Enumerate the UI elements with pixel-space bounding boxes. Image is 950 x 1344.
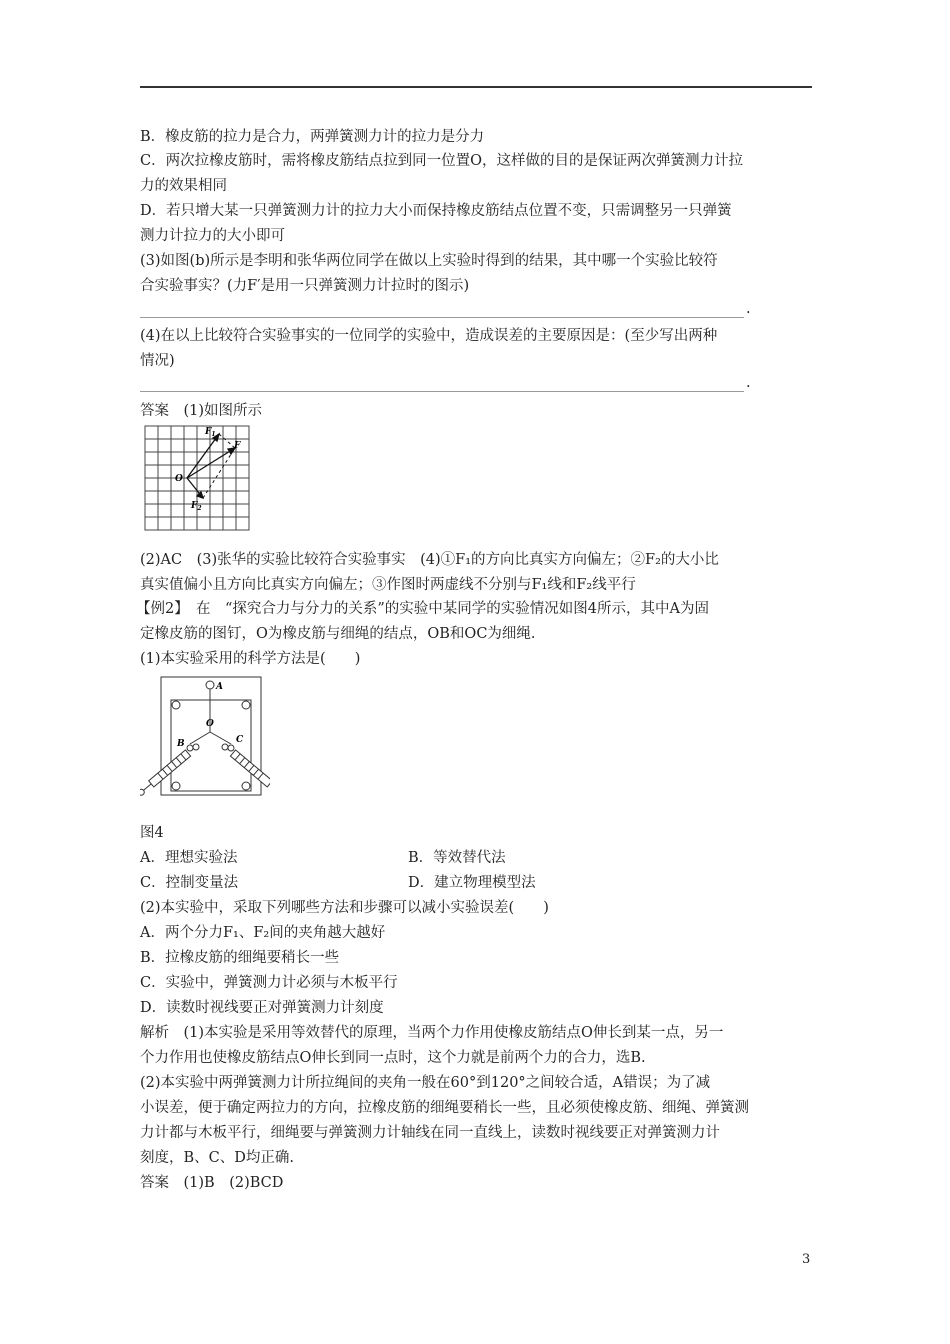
label-f1: $F_1$	[205, 427, 216, 438]
example-2-line: 【例2】 在 “探究合力与分力的关系”的实验中某同学的实验情况如图4所示，其中A为固	[136, 601, 709, 617]
answer-line-2: 真实值偏小且方向比真实方向偏左；③作图时两虚线不分别与F₁线和F₂线平行	[140, 577, 636, 593]
question-1-line: (1)本实验采用的科学方法是( )	[140, 651, 361, 667]
question-4-line-cont: 情况)	[140, 353, 175, 369]
q2-option-b: B．拉橡皮筋的细绳要稍长一些	[140, 950, 340, 966]
figure-caption: 图4	[140, 825, 164, 841]
option-d-line-cont: 测力计拉力的大小即可	[140, 228, 285, 244]
analysis-line-3: (2)本实验中两弹簧测力计所拉绳间的夹角一般在60°到120°之间较合适，A错误；为了减	[140, 1075, 711, 1091]
label-f: F	[234, 441, 241, 451]
label-b: B	[177, 739, 185, 749]
final-answer: 答案 (1)B (2)BCD	[140, 1175, 284, 1191]
analysis-line-2: 个力作用也使橡皮筋结点O伸长到同一点时，这个力就是前两个力的合力，选B.	[140, 1050, 646, 1066]
header-rule	[140, 86, 812, 88]
label-a: A	[216, 682, 223, 692]
label-c: C	[236, 735, 244, 745]
analysis-line-6: 刻度，B、C、D均正确.	[140, 1150, 294, 1166]
answer-blank-4	[140, 391, 744, 392]
option-c-line: C．两次拉橡皮筋时，需将橡皮筋结点拉到同一位置O，这样做的目的是保证两次弹簧测力计拉	[140, 153, 743, 169]
question-2-line: (2)本实验中，采取下列哪些方法和步骤可以减小实验误差( )	[140, 900, 549, 916]
force-grid-diagram	[143, 424, 253, 532]
option-d-line: D．若只增大某一只弹簧测力计的拉力大小而保持橡皮筋结点位置不变，只需调整另一只弹簧	[140, 203, 732, 219]
choice-d: D．建立物理模型法	[408, 875, 536, 891]
example-2-line-cont: 定橡皮筋的图钉，O为橡皮筋与细绳的结点，OB和OC为细绳.	[140, 626, 536, 642]
label-o: O	[206, 719, 214, 729]
page-number: 3	[802, 1252, 811, 1267]
label-o: O	[175, 474, 183, 484]
answer-line-1: (2)AC (3)张华的实验比较符合实验事实 (4)①F₁的方向比真实方向偏左；②F₂的大小比	[140, 552, 719, 568]
question-3-line-cont: 合实验事实？(力F′是用一只弹簧测力计拉时的图示)	[140, 278, 470, 294]
label-f2: $F_2$	[191, 501, 202, 512]
question-3-line: (3)如图(b)所示是李明和张华两位同学在做以上实验时得到的结果，其中哪一个实验比较符	[140, 253, 718, 269]
choice-a: A．理想实验法	[140, 850, 238, 866]
choice-c: C．控制变量法	[140, 875, 239, 891]
option-b-line: B．橡皮筋的拉力是合力，两弹簧测力计的拉力是分力	[140, 129, 485, 145]
choice-b: B．等效替代法	[408, 850, 506, 866]
question-4-line: (4)在以上比较符合实验事实的一位同学的实验中，造成误差的主要原因是：(至少写出两种	[140, 328, 718, 344]
answer-blank-3	[140, 317, 744, 318]
blank-period: .	[746, 375, 751, 391]
experiment-board-diagram	[140, 674, 270, 800]
analysis-line-1: 解析 (1)本实验是采用等效替代的原理，当两个力作用使橡皮筋结点O伸长到某一点，另一	[140, 1025, 724, 1041]
analysis-line-5: 力计都与木板平行，细绳要与弹簧测力计轴线在同一直线上，读数时视线要正对弹簧测力计	[140, 1125, 720, 1141]
analysis-line-4: 小误差，便于确定两拉力的方向，拉橡皮筋的细绳要稍长一些，且必须使橡皮筋、细绳、弹簧测	[140, 1100, 749, 1116]
answer-heading: 答案 (1)如图所示	[140, 403, 263, 419]
option-c-line-cont: 力的效果相同	[140, 178, 227, 194]
q2-option-d: D．读数时视线要正对弹簧测力计刻度	[140, 1000, 384, 1016]
q2-option-a: A．两个分力F₁、F₂间的夹角越大越好	[140, 925, 386, 941]
blank-period: .	[746, 301, 751, 317]
q2-option-c: C．实验中，弹簧测力计必须与木板平行	[140, 975, 398, 991]
